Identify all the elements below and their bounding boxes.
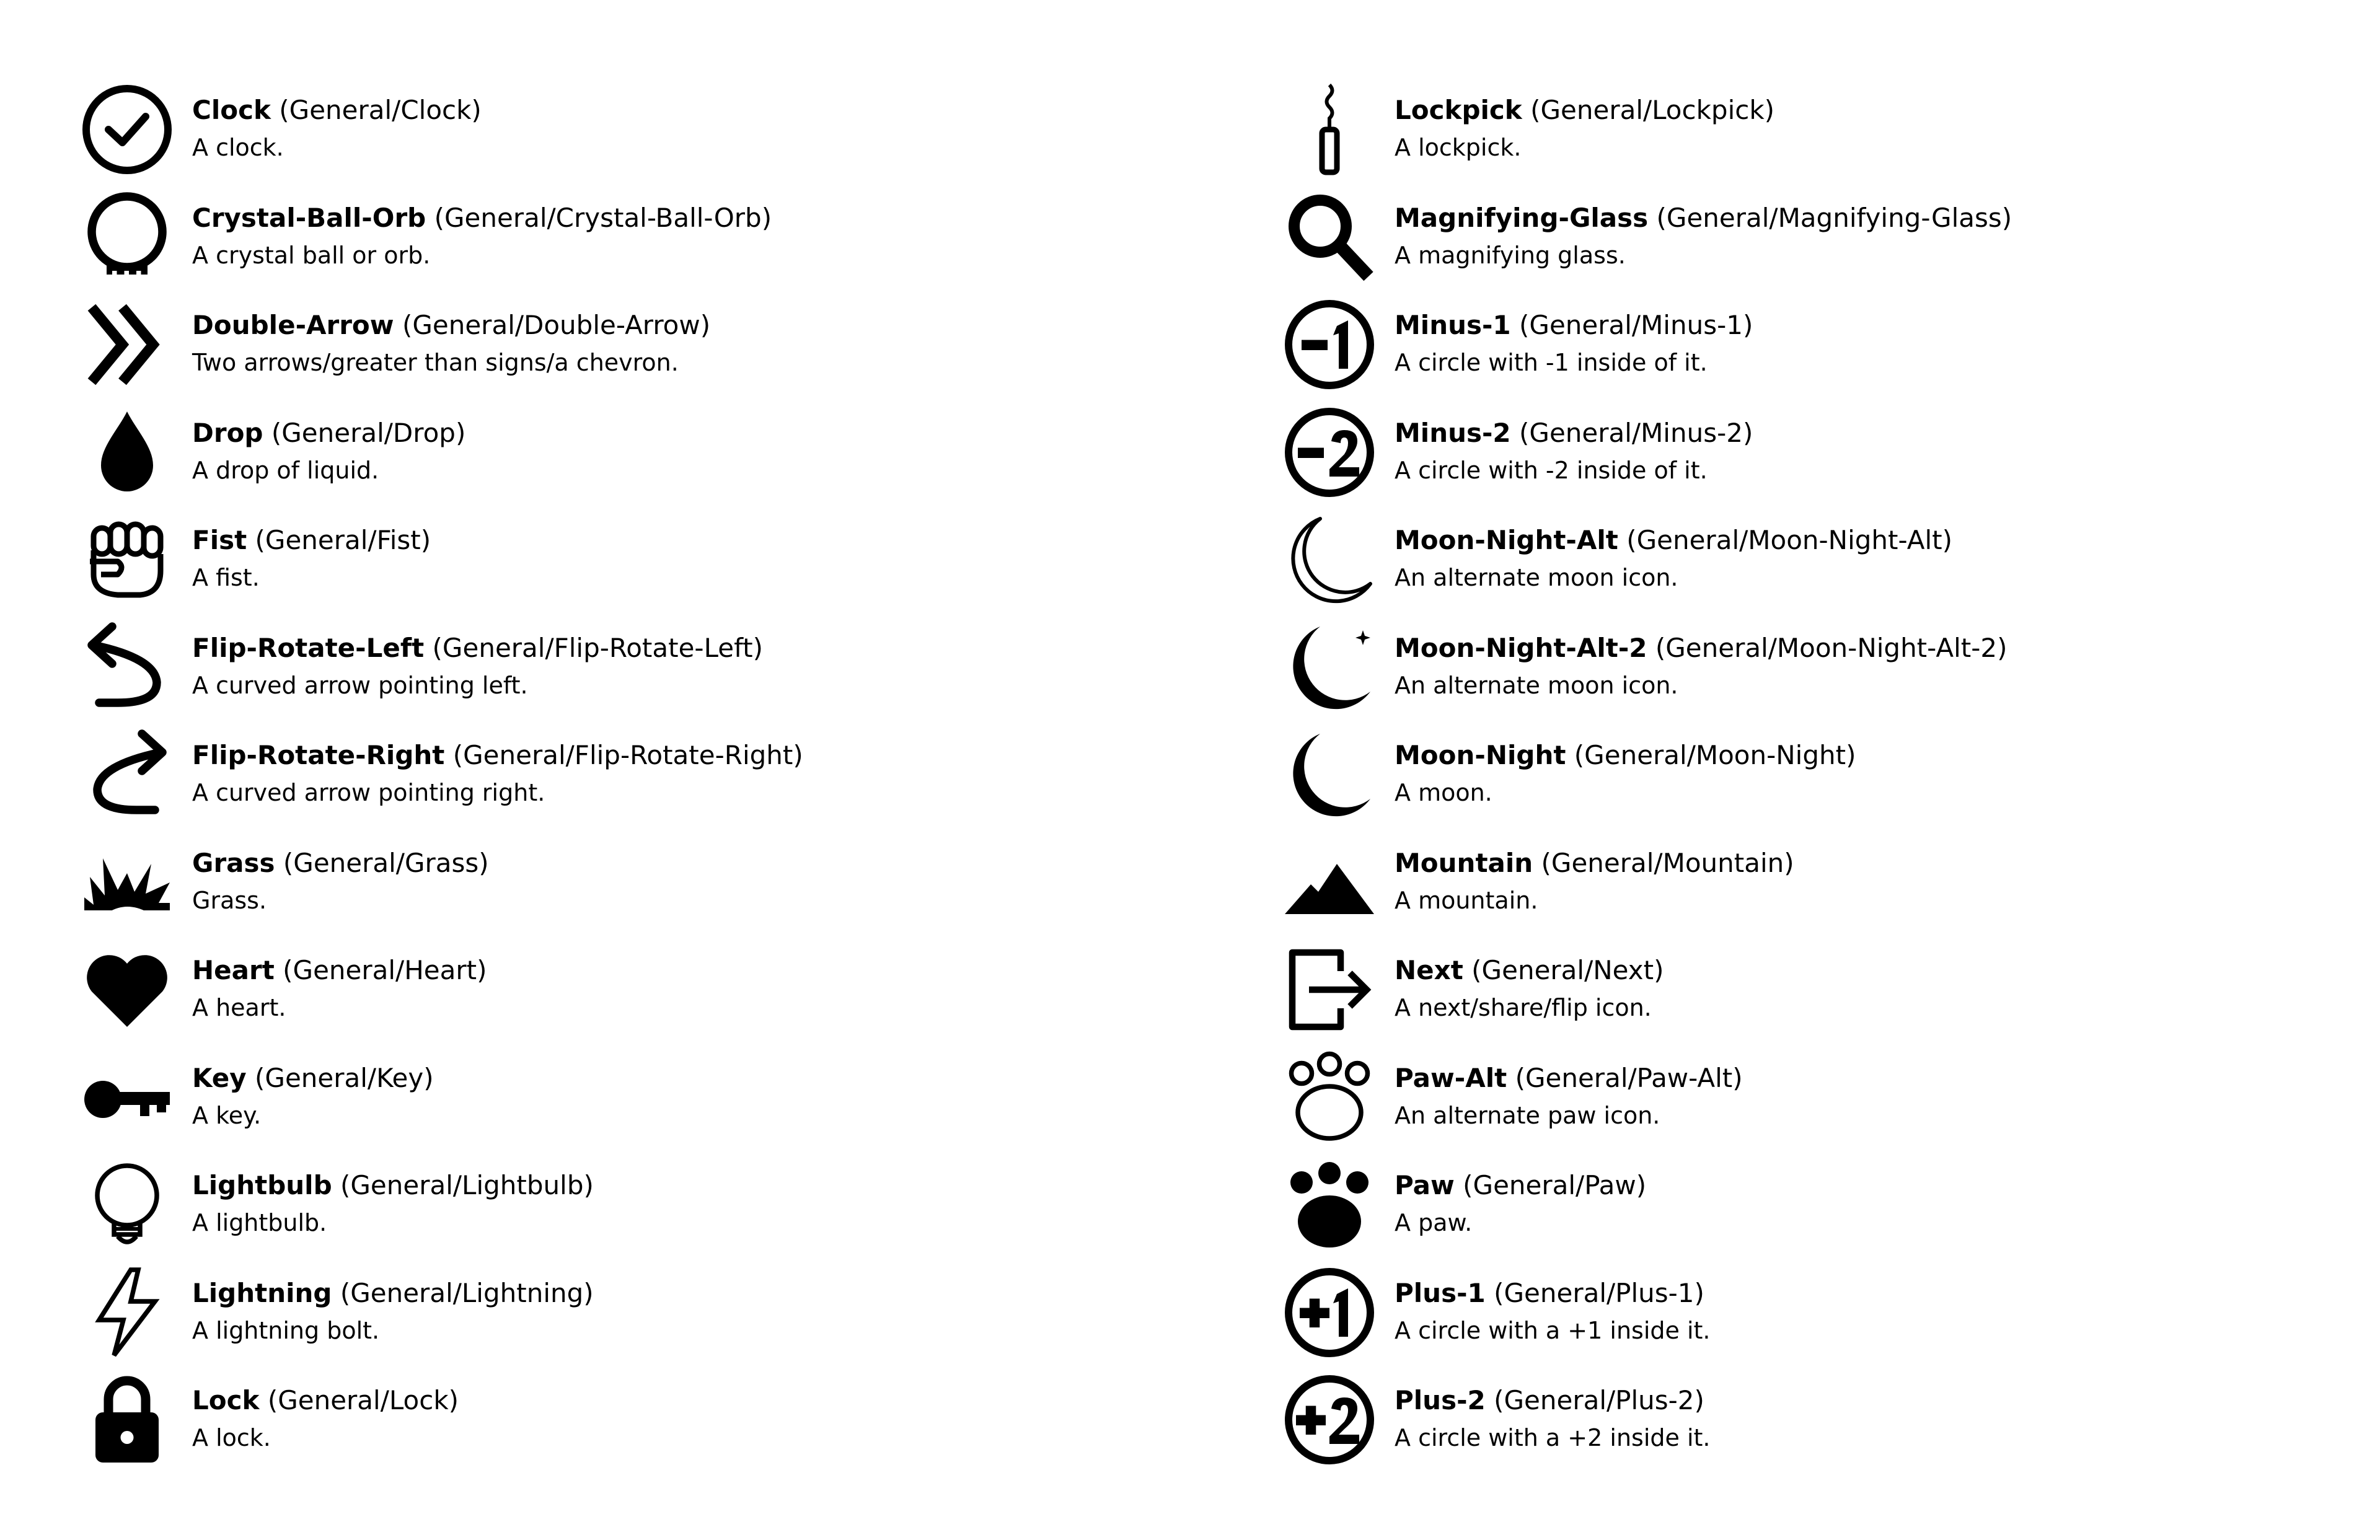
icon-entry-grass [81,830,1227,938]
entry-name: Drop [192,417,263,448]
entry-path: (General/Plus-1) [1494,1277,1704,1308]
flip-rotate-left-icon [81,621,174,714]
entry-name: Mountain [1395,847,1533,878]
entry-description: A crystal ball or orb. [192,241,431,269]
icon-list-left [81,77,1227,1475]
entry-name: Key [192,1062,247,1093]
entry-path: (General/Moon-Night) [1574,740,1856,770]
entry-name: Paw [1395,1170,1455,1200]
lightning-icon [81,1266,174,1359]
entry-name: Moon-Night [1395,740,1566,770]
lockpick-icon [1283,83,1376,176]
entry-path: (General/Lock) [267,1385,459,1415]
entry-name: Plus-2 [1395,1385,1486,1415]
plus-2-icon [1283,1373,1376,1466]
entry-description: A moon. [1395,779,1492,806]
entry-name: Crystal-Ball-Orb [192,202,426,233]
moon-night-alt-2-icon [1283,621,1376,714]
entry-description: A lightning bolt. [192,1316,380,1344]
flip-rotate-right-icon [81,728,174,821]
entry-path: (General/Double-Arrow) [402,310,711,340]
minus-1-icon [1283,298,1376,391]
icon-entry-moon-night-alt-2 [1283,615,2380,723]
entry-name: Fist [192,525,247,555]
paw-icon [1283,1158,1376,1251]
icon-entry-minus-2 [1283,400,2380,508]
icon-entry-fist [81,507,1227,615]
entry-description: Grass. [192,886,267,914]
entry-description: A lightbulb. [192,1209,327,1236]
icon-entry-plus-2 [1283,1367,2380,1475]
entry-path: (General/Clock) [279,95,482,125]
entry-path: (General/Magnifying-Glass) [1656,202,2012,233]
lightbulb-icon [81,1158,174,1251]
entry-description: An alternate moon icon. [1395,671,1678,699]
entry-description: A curved arrow pointing left. [192,671,528,699]
crystal-ball-orb-icon [81,191,174,284]
entry-path: (General/Lockpick) [1530,95,1775,125]
entry-name: Paw-Alt [1395,1062,1507,1093]
lock-icon [81,1373,174,1466]
icon-entry-clock [81,77,1227,185]
entry-path: (General/Paw-Alt) [1515,1062,1743,1093]
entry-path: (General/Next) [1471,955,1664,985]
key-icon [81,1051,174,1144]
entry-path: (General/Moon-Night-Alt) [1626,525,1952,555]
grass-icon [81,836,174,929]
mountain-icon [1283,836,1376,929]
entry-description: A clock. [192,134,284,161]
entry-path: (General/Plus-2) [1494,1385,1704,1415]
entry-name: Flip-Rotate-Left [192,632,425,663]
entry-name: Heart [192,955,275,985]
double-arrow-icon [81,298,174,391]
entry-description: A circle with -1 inside of it. [1395,349,1708,376]
entry-name: Plus-1 [1395,1277,1486,1308]
entry-name: Magnifying-Glass [1395,202,1649,233]
entry-path: (General/Paw) [1463,1170,1647,1200]
icon-entry-minus-1 [1283,292,2380,400]
entry-description: A fist. [192,564,260,591]
next-icon [1283,943,1376,1036]
entry-name: Next [1395,955,1463,985]
entry-description: An alternate moon icon. [1395,564,1678,591]
icon-entry-heart [81,937,1227,1045]
icon-entry-crystal-ball-orb [81,185,1227,293]
moon-night-alt-icon [1283,513,1376,606]
icon-entry-magnifying-glass [1283,185,2380,293]
drop-icon [81,406,174,499]
icon-entry-paw [1283,1152,2380,1260]
plus-1-icon [1283,1266,1376,1359]
heart-icon [81,943,174,1036]
entry-name: Lockpick [1395,95,1522,125]
entry-path: (General/Minus-2) [1519,417,1753,448]
icon-entry-moon-night [1283,722,2380,830]
entry-description: A paw. [1395,1209,1473,1236]
entry-path: (General/Minus-1) [1519,310,1753,340]
magnifying-glass-icon [1283,191,1376,284]
entry-name: Moon-Night-Alt [1395,525,1618,555]
minus-2-icon [1283,406,1376,499]
entry-path: (General/Lightning) [340,1277,594,1308]
entry-name: Minus-2 [1395,417,1511,448]
entry-name: Lock [192,1385,260,1415]
entry-description: A key. [192,1101,262,1129]
entry-path: (General/Flip-Rotate-Right) [452,740,803,770]
entry-description: A mountain. [1395,886,1538,914]
fist-icon [81,513,174,606]
icon-entry-plus-1 [1283,1260,2380,1368]
entry-description: An alternate paw icon. [1395,1101,1660,1129]
entry-name: Flip-Rotate-Right [192,740,445,770]
icon-entry-paw-alt [1283,1045,2380,1153]
icon-entry-lightning [81,1260,1227,1368]
entry-path: (General/Crystal-Ball-Orb) [434,202,772,233]
entry-name: Grass [192,847,275,878]
entry-description: A magnifying glass. [1395,241,1626,269]
entry-description: A circle with a +2 inside it. [1395,1424,1711,1451]
entry-path: (General/Mountain) [1541,847,1794,878]
entry-name: Moon-Night-Alt-2 [1395,632,1647,663]
icon-list-right [1283,77,2380,1475]
entry-path: (General/Drop) [271,417,466,448]
icon-entry-moon-night-alt [1283,507,2380,615]
entry-description: A circle with a +1 inside it. [1395,1316,1711,1344]
entry-description: A next/share/flip icon. [1395,994,1652,1021]
entry-description: Two arrows/greater than signs/a chevron. [192,349,679,376]
entry-name: Lightbulb [192,1170,332,1200]
entry-path: (General/Flip-Rotate-Left) [432,632,763,663]
entry-name: Minus-1 [1395,310,1511,340]
entry-path: (General/Fist) [255,525,431,555]
paw-alt-icon [1283,1051,1376,1144]
entry-path: (General/Lightbulb) [340,1170,594,1200]
entry-description: A heart. [192,994,286,1021]
entry-description: A lock. [192,1424,271,1451]
entry-description: A circle with -2 inside of it. [1395,456,1708,484]
icon-entry-lock [81,1367,1227,1475]
icon-entry-drop [81,400,1227,508]
entry-name: Double-Arrow [192,310,394,340]
icon-entry-lightbulb [81,1152,1227,1260]
entry-name: Clock [192,95,271,125]
entry-description: A curved arrow pointing right. [192,779,545,806]
icon-entry-key [81,1045,1227,1153]
entry-path: (General/Grass) [283,847,489,878]
icon-entry-next [1283,937,2380,1045]
entry-name: Lightning [192,1277,332,1308]
entry-path: (General/Moon-Night-Alt-2) [1655,632,2008,663]
entry-path: (General/Key) [255,1062,434,1093]
clock-icon [81,83,174,176]
icon-entry-flip-rotate-right [81,722,1227,830]
entry-description: A drop of liquid. [192,456,379,484]
icon-entry-double-arrow [81,292,1227,400]
entry-description: A lockpick. [1395,134,1522,161]
entry-path: (General/Heart) [283,955,487,985]
icon-entry-flip-rotate-left [81,615,1227,723]
moon-night-icon [1283,728,1376,821]
icon-entry-lockpick [1283,77,2380,185]
icon-entry-mountain [1283,830,2380,938]
